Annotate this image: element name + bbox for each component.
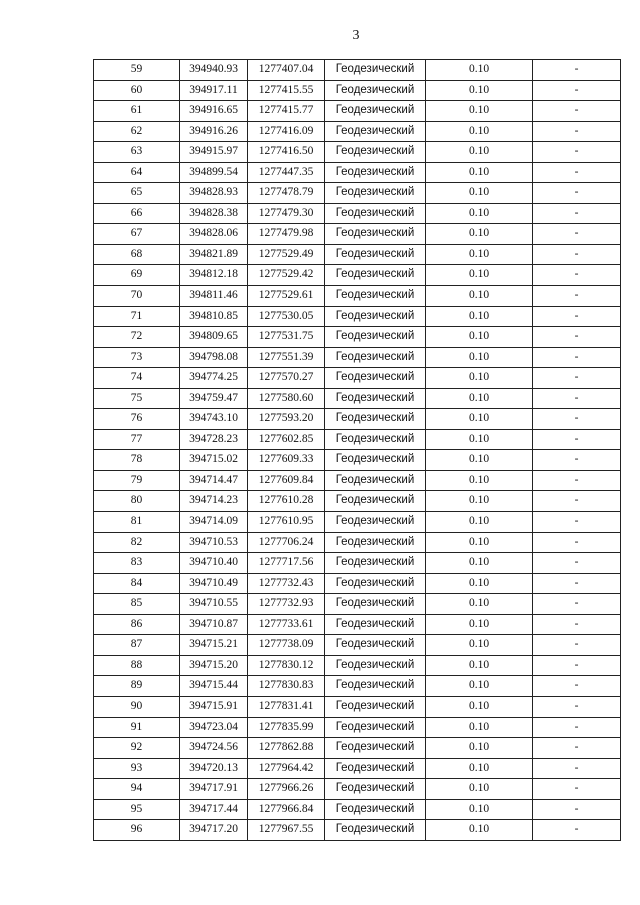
accuracy-cell: 0.10 (426, 491, 533, 512)
y-coordinate-cell: 1277835.99 (248, 717, 325, 738)
method-cell: Геодезический (325, 491, 426, 512)
table-row (94, 429, 621, 450)
y-coordinate-cell: 1277580.60 (248, 388, 325, 409)
accuracy-cell: 0.10 (426, 388, 533, 409)
table-row (94, 799, 621, 820)
y-coordinate-cell: 1277964.42 (248, 758, 325, 779)
accuracy-cell: 0.10 (426, 121, 533, 142)
description-cell: - (533, 388, 621, 409)
point-number-cell: 87 (94, 635, 180, 656)
point-number-cell: 73 (94, 347, 180, 368)
table-row (94, 491, 621, 512)
table-row (94, 80, 621, 101)
method-cell: Геодезический (325, 265, 426, 286)
description-cell: - (533, 121, 621, 142)
method-cell: Геодезический (325, 347, 426, 368)
y-coordinate-cell: 1277529.61 (248, 286, 325, 307)
method-cell: Геодезический (325, 738, 426, 759)
method-cell: Геодезический (325, 594, 426, 615)
x-coordinate-cell: 394714.47 (180, 470, 248, 491)
method-cell: Геодезический (325, 203, 426, 224)
x-coordinate-cell: 394899.54 (180, 162, 248, 183)
accuracy-cell: 0.10 (426, 717, 533, 738)
description-cell: - (533, 327, 621, 348)
point-number-cell: 82 (94, 532, 180, 553)
description-cell: - (533, 532, 621, 553)
accuracy-cell: 0.10 (426, 142, 533, 163)
description-cell: - (533, 738, 621, 759)
description-cell: - (533, 429, 621, 450)
method-cell: Геодезический (325, 80, 426, 101)
x-coordinate-cell: 394743.10 (180, 409, 248, 430)
table-row (94, 696, 621, 717)
description-cell: - (533, 142, 621, 163)
point-number-cell: 88 (94, 655, 180, 676)
y-coordinate-cell: 1277529.42 (248, 265, 325, 286)
table-row (94, 758, 621, 779)
table-row (94, 532, 621, 553)
x-coordinate-cell: 394828.06 (180, 224, 248, 245)
point-number-cell: 74 (94, 368, 180, 389)
description-cell: - (533, 799, 621, 820)
table-row (94, 183, 621, 204)
y-coordinate-cell: 1277831.41 (248, 696, 325, 717)
method-cell: Геодезический (325, 779, 426, 800)
y-coordinate-cell: 1277738.09 (248, 635, 325, 656)
x-coordinate-cell: 394916.26 (180, 121, 248, 142)
x-coordinate-cell: 394828.38 (180, 203, 248, 224)
method-cell: Геодезический (325, 183, 426, 204)
x-coordinate-cell: 394715.44 (180, 676, 248, 697)
point-number-cell: 63 (94, 142, 180, 163)
point-number-cell: 59 (94, 60, 180, 81)
x-coordinate-cell: 394710.49 (180, 573, 248, 594)
point-number-cell: 94 (94, 779, 180, 800)
description-cell: - (533, 553, 621, 574)
point-number-cell: 79 (94, 470, 180, 491)
table-row (94, 717, 621, 738)
point-number-cell: 67 (94, 224, 180, 245)
accuracy-cell: 0.10 (426, 429, 533, 450)
accuracy-cell: 0.10 (426, 676, 533, 697)
method-cell: Геодезический (325, 820, 426, 841)
x-coordinate-cell: 394821.89 (180, 244, 248, 265)
description-cell: - (533, 779, 621, 800)
accuracy-cell: 0.10 (426, 347, 533, 368)
x-coordinate-cell: 394717.91 (180, 779, 248, 800)
method-cell: Геодезический (325, 388, 426, 409)
point-number-cell: 66 (94, 203, 180, 224)
point-number-cell: 60 (94, 80, 180, 101)
table-row (94, 306, 621, 327)
y-coordinate-cell: 1277967.55 (248, 820, 325, 841)
method-cell: Геодезический (325, 758, 426, 779)
table-row (94, 779, 621, 800)
y-coordinate-cell: 1277551.39 (248, 347, 325, 368)
x-coordinate-cell: 394710.40 (180, 553, 248, 574)
description-cell: - (533, 368, 621, 389)
description-cell: - (533, 101, 621, 122)
x-coordinate-cell: 394916.65 (180, 101, 248, 122)
method-cell: Геодезический (325, 676, 426, 697)
table-row (94, 676, 621, 697)
accuracy-cell: 0.10 (426, 80, 533, 101)
point-number-cell: 77 (94, 429, 180, 450)
x-coordinate-cell: 394710.87 (180, 614, 248, 635)
description-cell: - (533, 820, 621, 841)
method-cell: Геодезический (325, 327, 426, 348)
y-coordinate-cell: 1277593.20 (248, 409, 325, 430)
accuracy-cell: 0.10 (426, 224, 533, 245)
y-coordinate-cell: 1277610.28 (248, 491, 325, 512)
point-number-cell: 92 (94, 738, 180, 759)
accuracy-cell: 0.10 (426, 820, 533, 841)
x-coordinate-cell: 394828.93 (180, 183, 248, 204)
table-row (94, 512, 621, 533)
method-cell: Геодезический (325, 614, 426, 635)
method-cell: Геодезический (325, 696, 426, 717)
description-cell: - (533, 409, 621, 430)
y-coordinate-cell: 1277416.50 (248, 142, 325, 163)
point-number-cell: 72 (94, 327, 180, 348)
x-coordinate-cell: 394710.53 (180, 532, 248, 553)
accuracy-cell: 0.10 (426, 306, 533, 327)
description-cell: - (533, 594, 621, 615)
x-coordinate-cell: 394774.25 (180, 368, 248, 389)
y-coordinate-cell: 1277407.04 (248, 60, 325, 81)
accuracy-cell: 0.10 (426, 409, 533, 430)
description-cell: - (533, 183, 621, 204)
accuracy-cell: 0.10 (426, 758, 533, 779)
method-cell: Геодезический (325, 101, 426, 122)
point-number-cell: 84 (94, 573, 180, 594)
accuracy-cell: 0.10 (426, 60, 533, 81)
table-row (94, 573, 621, 594)
x-coordinate-cell: 394809.65 (180, 327, 248, 348)
table-row (94, 820, 621, 841)
accuracy-cell: 0.10 (426, 573, 533, 594)
method-cell: Геодезический (325, 429, 426, 450)
point-number-cell: 86 (94, 614, 180, 635)
point-number-cell: 64 (94, 162, 180, 183)
table-row (94, 244, 621, 265)
accuracy-cell: 0.10 (426, 244, 533, 265)
description-cell: - (533, 286, 621, 307)
table-row (94, 470, 621, 491)
description-cell: - (533, 491, 621, 512)
table-row (94, 655, 621, 676)
point-number-cell: 89 (94, 676, 180, 697)
y-coordinate-cell: 1277609.84 (248, 470, 325, 491)
point-number-cell: 78 (94, 450, 180, 471)
accuracy-cell: 0.10 (426, 512, 533, 533)
table-row (94, 121, 621, 142)
method-cell: Геодезический (325, 244, 426, 265)
table-row (94, 594, 621, 615)
y-coordinate-cell: 1277610.95 (248, 512, 325, 533)
x-coordinate-cell: 394723.04 (180, 717, 248, 738)
point-number-cell: 75 (94, 388, 180, 409)
description-cell: - (533, 450, 621, 471)
x-coordinate-cell: 394798.08 (180, 347, 248, 368)
coordinates-table-body (94, 60, 621, 841)
accuracy-cell: 0.10 (426, 327, 533, 348)
accuracy-cell: 0.10 (426, 470, 533, 491)
description-cell: - (533, 758, 621, 779)
x-coordinate-cell: 394812.18 (180, 265, 248, 286)
description-cell: - (533, 717, 621, 738)
accuracy-cell: 0.10 (426, 286, 533, 307)
method-cell: Геодезический (325, 368, 426, 389)
method-cell: Геодезический (325, 655, 426, 676)
x-coordinate-cell: 394759.47 (180, 388, 248, 409)
point-number-cell: 95 (94, 799, 180, 820)
y-coordinate-cell: 1277830.12 (248, 655, 325, 676)
method-cell: Геодезический (325, 121, 426, 142)
description-cell: - (533, 306, 621, 327)
x-coordinate-cell: 394728.23 (180, 429, 248, 450)
y-coordinate-cell: 1277570.27 (248, 368, 325, 389)
y-coordinate-cell: 1277733.61 (248, 614, 325, 635)
table-row (94, 265, 621, 286)
table-row (94, 614, 621, 635)
method-cell: Геодезический (325, 142, 426, 163)
description-cell: - (533, 347, 621, 368)
accuracy-cell: 0.10 (426, 101, 533, 122)
table-row (94, 635, 621, 656)
accuracy-cell: 0.10 (426, 696, 533, 717)
point-number-cell: 70 (94, 286, 180, 307)
x-coordinate-cell: 394715.02 (180, 450, 248, 471)
y-coordinate-cell: 1277966.26 (248, 779, 325, 800)
accuracy-cell: 0.10 (426, 183, 533, 204)
accuracy-cell: 0.10 (426, 203, 533, 224)
y-coordinate-cell: 1277415.55 (248, 80, 325, 101)
point-number-cell: 90 (94, 696, 180, 717)
x-coordinate-cell: 394710.55 (180, 594, 248, 615)
description-cell: - (533, 265, 621, 286)
x-coordinate-cell: 394715.21 (180, 635, 248, 656)
y-coordinate-cell: 1277732.43 (248, 573, 325, 594)
y-coordinate-cell: 1277966.84 (248, 799, 325, 820)
x-coordinate-cell: 394940.93 (180, 60, 248, 81)
description-cell: - (533, 470, 621, 491)
y-coordinate-cell: 1277530.05 (248, 306, 325, 327)
method-cell: Геодезический (325, 306, 426, 327)
table-row (94, 101, 621, 122)
accuracy-cell: 0.10 (426, 738, 533, 759)
point-number-cell: 69 (94, 265, 180, 286)
table-row (94, 388, 621, 409)
point-number-cell: 93 (94, 758, 180, 779)
accuracy-cell: 0.10 (426, 779, 533, 800)
y-coordinate-cell: 1277479.30 (248, 203, 325, 224)
accuracy-cell: 0.10 (426, 635, 533, 656)
x-coordinate-cell: 394715.91 (180, 696, 248, 717)
table-row (94, 203, 621, 224)
method-cell: Геодезический (325, 162, 426, 183)
x-coordinate-cell: 394915.97 (180, 142, 248, 163)
description-cell: - (533, 573, 621, 594)
table-row (94, 286, 621, 307)
method-cell: Геодезический (325, 512, 426, 533)
y-coordinate-cell: 1277732.93 (248, 594, 325, 615)
point-number-cell: 85 (94, 594, 180, 615)
x-coordinate-cell: 394717.44 (180, 799, 248, 820)
table-row (94, 224, 621, 245)
description-cell: - (533, 676, 621, 697)
y-coordinate-cell: 1277529.49 (248, 244, 325, 265)
point-number-cell: 76 (94, 409, 180, 430)
table-row (94, 162, 621, 183)
table-row (94, 409, 621, 430)
x-coordinate-cell: 394714.09 (180, 512, 248, 533)
point-number-cell: 91 (94, 717, 180, 738)
page-number: 3 (352, 28, 360, 43)
method-cell: Геодезический (325, 470, 426, 491)
x-coordinate-cell: 394720.13 (180, 758, 248, 779)
y-coordinate-cell: 1277862.88 (248, 738, 325, 759)
accuracy-cell: 0.10 (426, 368, 533, 389)
method-cell: Геодезический (325, 717, 426, 738)
point-number-cell: 80 (94, 491, 180, 512)
point-number-cell: 68 (94, 244, 180, 265)
method-cell: Геодезический (325, 60, 426, 81)
point-number-cell: 81 (94, 512, 180, 533)
accuracy-cell: 0.10 (426, 265, 533, 286)
x-coordinate-cell: 394717.20 (180, 820, 248, 841)
point-number-cell: 96 (94, 820, 180, 841)
method-cell: Геодезический (325, 450, 426, 471)
method-cell: Геодезический (325, 799, 426, 820)
description-cell: - (533, 512, 621, 533)
table-row (94, 450, 621, 471)
coordinates-table (93, 59, 621, 841)
accuracy-cell: 0.10 (426, 594, 533, 615)
accuracy-cell: 0.10 (426, 162, 533, 183)
accuracy-cell: 0.10 (426, 799, 533, 820)
description-cell: - (533, 614, 621, 635)
point-number-cell: 71 (94, 306, 180, 327)
y-coordinate-cell: 1277602.85 (248, 429, 325, 450)
x-coordinate-cell: 394714.23 (180, 491, 248, 512)
y-coordinate-cell: 1277717.56 (248, 553, 325, 574)
description-cell: - (533, 203, 621, 224)
method-cell: Геодезический (325, 553, 426, 574)
table-row (94, 368, 621, 389)
table-row (94, 738, 621, 759)
x-coordinate-cell: 394715.20 (180, 655, 248, 676)
method-cell: Геодезический (325, 573, 426, 594)
point-number-cell: 65 (94, 183, 180, 204)
accuracy-cell: 0.10 (426, 614, 533, 635)
method-cell: Геодезический (325, 635, 426, 656)
description-cell: - (533, 635, 621, 656)
table-row (94, 60, 621, 81)
description-cell: - (533, 655, 621, 676)
accuracy-cell: 0.10 (426, 532, 533, 553)
method-cell: Геодезический (325, 286, 426, 307)
x-coordinate-cell: 394724.56 (180, 738, 248, 759)
description-cell: - (533, 60, 621, 81)
table-row (94, 327, 621, 348)
y-coordinate-cell: 1277478.79 (248, 183, 325, 204)
y-coordinate-cell: 1277479.98 (248, 224, 325, 245)
y-coordinate-cell: 1277706.24 (248, 532, 325, 553)
description-cell: - (533, 80, 621, 101)
y-coordinate-cell: 1277415.77 (248, 101, 325, 122)
y-coordinate-cell: 1277609.33 (248, 450, 325, 471)
x-coordinate-cell: 394810.85 (180, 306, 248, 327)
description-cell: - (533, 696, 621, 717)
y-coordinate-cell: 1277416.09 (248, 121, 325, 142)
table-row (94, 553, 621, 574)
x-coordinate-cell: 394811.46 (180, 286, 248, 307)
accuracy-cell: 0.10 (426, 553, 533, 574)
accuracy-cell: 0.10 (426, 450, 533, 471)
y-coordinate-cell: 1277531.75 (248, 327, 325, 348)
table-row (94, 347, 621, 368)
table-row (94, 142, 621, 163)
x-coordinate-cell: 394917.11 (180, 80, 248, 101)
description-cell: - (533, 244, 621, 265)
point-number-cell: 61 (94, 101, 180, 122)
y-coordinate-cell: 1277830.83 (248, 676, 325, 697)
method-cell: Геодезический (325, 532, 426, 553)
method-cell: Геодезический (325, 224, 426, 245)
method-cell: Геодезический (325, 409, 426, 430)
point-number-cell: 83 (94, 553, 180, 574)
description-cell: - (533, 224, 621, 245)
accuracy-cell: 0.10 (426, 655, 533, 676)
description-cell: - (533, 162, 621, 183)
y-coordinate-cell: 1277447.35 (248, 162, 325, 183)
point-number-cell: 62 (94, 121, 180, 142)
